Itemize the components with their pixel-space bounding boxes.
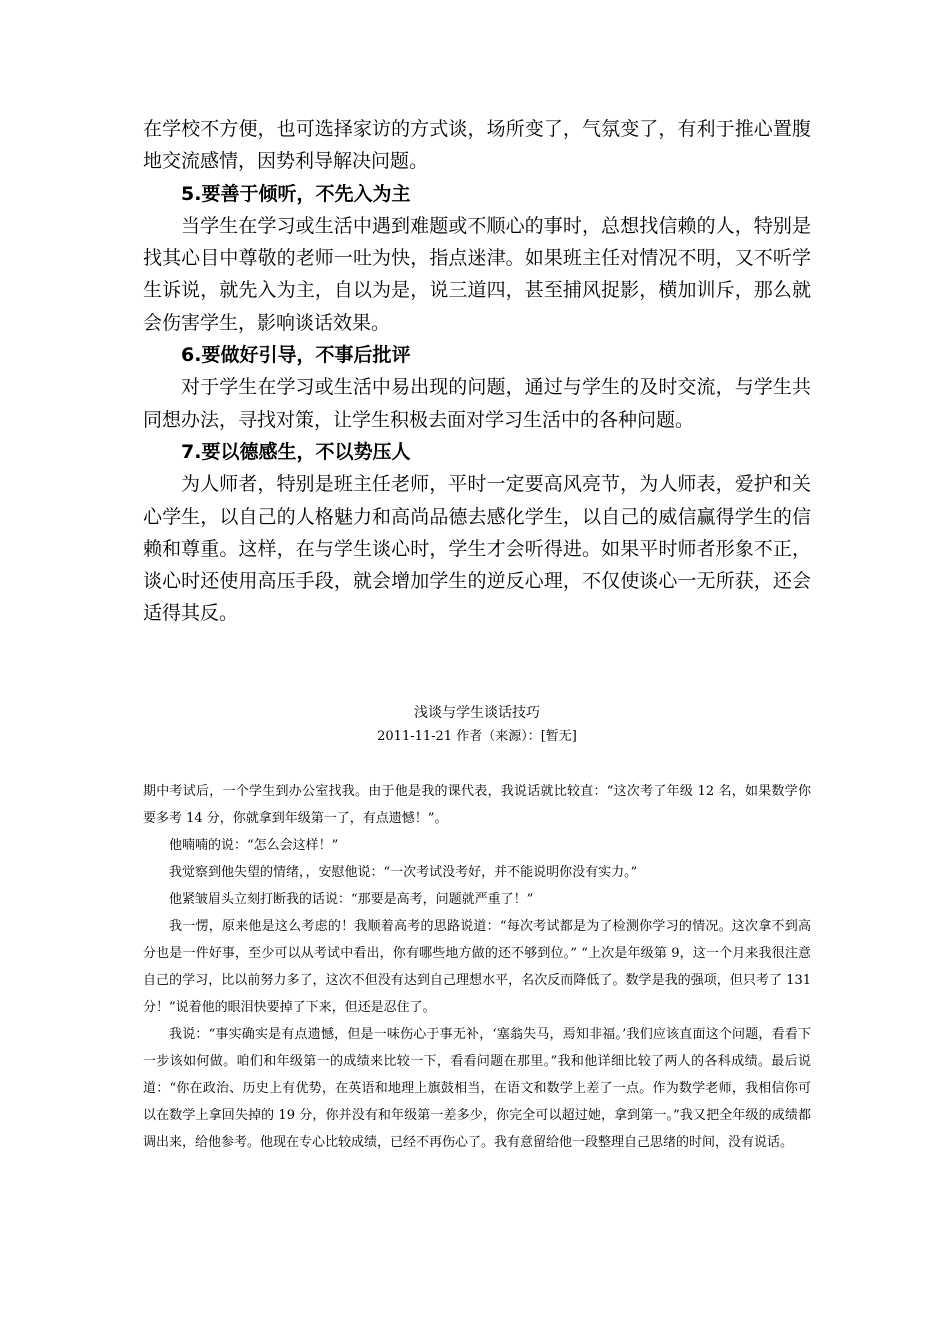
heading-7: 7.要以德感生，不以势压人 xyxy=(181,440,411,463)
heading-6: 6.要做好引导，不事后批评 xyxy=(181,344,411,367)
article-paragraph: 他紧皱眉头立刻打断我的话说：“那要是高考，问题就严重了！” xyxy=(169,892,534,907)
paragraph-5: 当学生在学习或生活中遇到难题或不顺心的事时，总想找信赖的人，特别是找其心目中尊敬的老师一吐为快，指点迷津。如果班主任对情况不明，又不听学生诉说，就先入为主，自以为是，说三道四，甚至捕风捉影，横加训斥，那么就会伤害学生，影响谈话效果。 xyxy=(143,214,811,334)
continuation-paragraph: 在学校不方便，也可选择家访的方式谈，场所变了，气氛变了，有利于推心置腹地交流感情，因势利导解决问题。 xyxy=(143,118,811,173)
heading-5: 5.要善于倾听，不先入为主 xyxy=(181,182,411,205)
article-body xyxy=(143,778,811,1156)
article-meta: 2011-11-21 作者（来源）：[暂无] xyxy=(377,729,577,744)
article-paragraph: 他喃喃的说：“怎么会这样！” xyxy=(169,838,339,853)
upper-section xyxy=(143,113,811,630)
article-paragraph: 期中考试后，一个学生到办公室找我。由于他是我的课代表，我说话就比较直：“这次考了年级 12 名，如果数学你要多考 14 分，你就拿到年级第一了，有点遗憾！”。 xyxy=(143,784,811,826)
article-paragraph: 我一愣，原来他是这么考虑的！我顺着高考的思路说道：“每次考试都是为了检测你学习的情况。这次拿不到高分也是一件好事，至少可以从考试中看出，你有哪些地方做的还不够到位。” “上次是年级第 9，这一个月来我很注意自己的学习，比以前努力多了，这次不但没有达到自己理想水平，名次反而降低了。数学是我的强项，但只考了 131 分！”说着他的眼泪快要掉了下来，但还是忍住了。 xyxy=(143,919,811,1015)
article-paragraph: 我觉察到他失望的情绪，，安慰他说：“一次考试没考好，并不能说明你没有实力。” xyxy=(169,865,638,880)
paragraph-7: 为人师者，特别是班主任老师，平时一定要高风亮节，为人师表，爱护和关心学生，以自己的人格魅力和高尚品德去感化学生，以自己的威信赢得学生的信赖和尊重。这样，在与学生谈心时，学生才会听得进。如果平时师者形象不正，谈心时还使用高压手段，就会增加学生的逆反心理，不仅使谈心一无所获，还会适得其反。 xyxy=(143,473,811,625)
paragraph-6: 对于学生在学习或生活中易出现的问题，通过与学生的及时交流，与学生共同想办法，寻找对策，让学生积极去面对学习生活中的各种问题。 xyxy=(143,376,811,431)
article-title: 浅谈与学生谈话技巧 xyxy=(414,705,540,721)
article-paragraph: 我说：“事实确实是有点遗憾，但是一味伤心于事无补，‘塞翁失马，焉知非福。’我们应该直面这个问题，看看下一步该如何做。咱们和年级第一的成绩来比较一下，看看问题在那里。”我和他详细比较了两人的各科成绩。最后说道：“你在政治、历史上有优势，在英语和地理上旗鼓相当，在语文和数学上差了一点。作为数学老师，我相信你可以在数学上拿回失掉的 19 分，你并没有和年级第一差多少，你完全可以超过她，拿到第一。”我又把全年级的成绩都调出来，给他参考。他现在专心比较成绩，已经不再伤心了。我有意留给他一段整理自己思绪的时间，没有说话。 xyxy=(143,1027,811,1150)
article-header xyxy=(143,701,811,749)
